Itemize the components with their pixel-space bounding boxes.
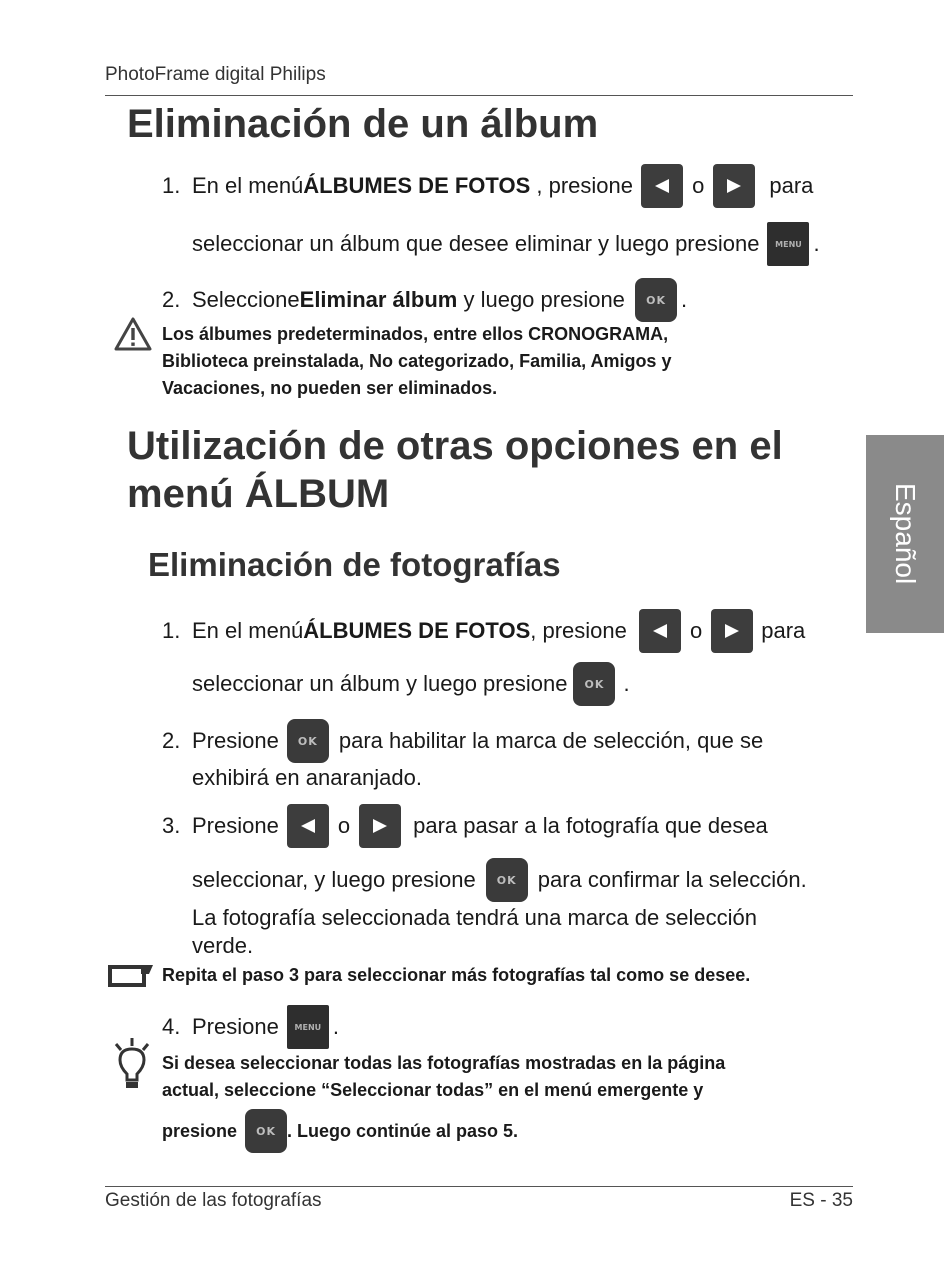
ok-label: OK <box>496 873 517 887</box>
step-text: En el menú <box>192 173 304 198</box>
s2-step2-line1 <box>162 718 763 764</box>
running-header: PhotoFrame digital Philips <box>105 64 326 85</box>
s2-step4 <box>162 1004 339 1050</box>
step-text: para confirmar la selección. <box>537 867 807 892</box>
menu-label: MENU <box>775 239 802 249</box>
footer-rule <box>105 1186 853 1187</box>
step-text: seleccionar un álbum y luego presione <box>192 671 568 696</box>
right-arrow-button <box>711 609 753 653</box>
section-title-line: menú ÁLBUM <box>127 472 390 516</box>
note-icon <box>107 962 155 988</box>
step-text: . <box>681 287 688 312</box>
page-number: ES - 35 <box>789 1190 853 1211</box>
right-arrow-button <box>713 164 755 208</box>
step-text: Presione <box>192 1014 279 1039</box>
step-text: para habilitar la marca de selección, que se <box>338 728 764 753</box>
s2-step3-line4: verde. <box>192 933 254 958</box>
ok-button <box>245 1109 287 1153</box>
header-rule <box>105 95 853 96</box>
s2-step2-line2: exhibirá en anaranjado. <box>192 765 422 790</box>
section-title <box>127 422 783 518</box>
right-arrow-icon <box>371 817 389 835</box>
step-text: para <box>761 618 806 643</box>
s1-step1-line1 <box>162 163 813 209</box>
or-text: o <box>692 173 705 198</box>
step-number: 1. <box>162 618 181 643</box>
step-text: Presione <box>192 728 279 753</box>
step-text: , presione <box>530 618 633 643</box>
step-number: 4. <box>162 1014 181 1039</box>
tip-line3 <box>162 1109 518 1153</box>
step-text: En el menú <box>192 618 304 643</box>
step-number: 1. <box>162 173 181 198</box>
left-arrow-icon <box>299 817 317 835</box>
menu-button <box>767 222 809 266</box>
left-arrow-button <box>287 804 329 848</box>
menu-button <box>287 1005 329 1049</box>
menu-name: ÁLBUMES DE FOTOS <box>303 618 531 643</box>
step-text: seleccionar un álbum que desee eliminar y luego presione <box>192 231 760 256</box>
warning-line: Vacaciones, no pueden ser eliminados. <box>162 378 498 398</box>
right-arrow-button <box>359 804 401 848</box>
step-text: . <box>813 231 820 256</box>
step-number: 2. <box>162 287 181 312</box>
language-tab-label: Español <box>890 483 921 585</box>
step-text: Seleccione <box>192 287 300 312</box>
tip-line: Si desea seleccionar todas las fotografías mostradas en la página <box>162 1053 726 1073</box>
menu-name: ÁLBUMES DE FOTOS <box>303 173 531 198</box>
s2-step3-line3: La fotografía seleccionada tendrá una marca de selección <box>192 905 758 930</box>
s2-step1-line2 <box>192 661 630 707</box>
option-name: Eliminar álbum <box>299 287 458 312</box>
step-text: , presione <box>530 173 640 198</box>
step-text: para <box>769 173 814 198</box>
ok-label: OK <box>646 293 666 307</box>
ok-label: OK <box>297 734 318 748</box>
ok-label: OK <box>584 677 605 691</box>
footer-section-title: Gestión de las fotografías <box>105 1190 322 1211</box>
menu-label: MENU <box>294 1022 322 1032</box>
left-arrow-button <box>639 609 681 653</box>
s2-step3-line1 <box>162 803 768 849</box>
right-arrow-icon <box>725 177 743 195</box>
or-text: o <box>337 813 351 838</box>
step-text: y luego presione <box>457 287 632 312</box>
s1-step1-line2 <box>192 221 820 267</box>
section-title: Eliminación de un álbum <box>127 102 599 146</box>
or-text: o <box>689 618 703 643</box>
ok-button <box>486 858 528 902</box>
step-text: . <box>332 1014 339 1039</box>
s2-step3-line2 <box>192 857 807 903</box>
tip-text: presione <box>162 1120 238 1141</box>
tip-line: actual, seleccione “Seleccionar todas” en el menú emergente y <box>162 1080 704 1100</box>
ok-label: OK <box>256 1124 276 1138</box>
ok-button <box>635 278 677 322</box>
tip-text: . Luego continúe al paso 5. <box>287 1120 519 1141</box>
ok-button <box>287 719 329 763</box>
section-title-line: Utilización de otras opciones en el <box>127 424 783 468</box>
tip-note <box>162 1050 725 1104</box>
warning-line: Los álbumes predeterminados, entre ellos CRONOGRAMA, <box>162 324 669 344</box>
warning-line: Biblioteca preinstalada, No categorizado, Familia, Amigos y <box>162 351 672 371</box>
warning-note <box>162 321 671 402</box>
s2-step1-line1 <box>162 608 805 654</box>
left-arrow-icon <box>651 622 669 640</box>
lightbulb-tip-icon <box>110 1036 154 1090</box>
note-text: Repita el paso 3 para seleccionar más fotografías tal como se desee. <box>162 965 751 985</box>
subsection-title: Eliminación de fotografías <box>148 546 561 583</box>
right-arrow-icon <box>723 622 741 640</box>
left-arrow-button <box>641 164 683 208</box>
step-text: para pasar a la fotografía que desea <box>413 813 768 838</box>
left-arrow-icon <box>653 177 671 195</box>
warning-icon <box>114 316 152 352</box>
step-text: seleccionar, y luego presione <box>192 867 476 892</box>
step-number: 3. <box>162 813 181 838</box>
language-tab <box>866 435 944 633</box>
step-text: . <box>623 671 630 696</box>
s1-step2 <box>162 277 687 323</box>
step-text: Presione <box>192 813 279 838</box>
step-number: 2. <box>162 728 181 753</box>
ok-button <box>573 662 615 706</box>
